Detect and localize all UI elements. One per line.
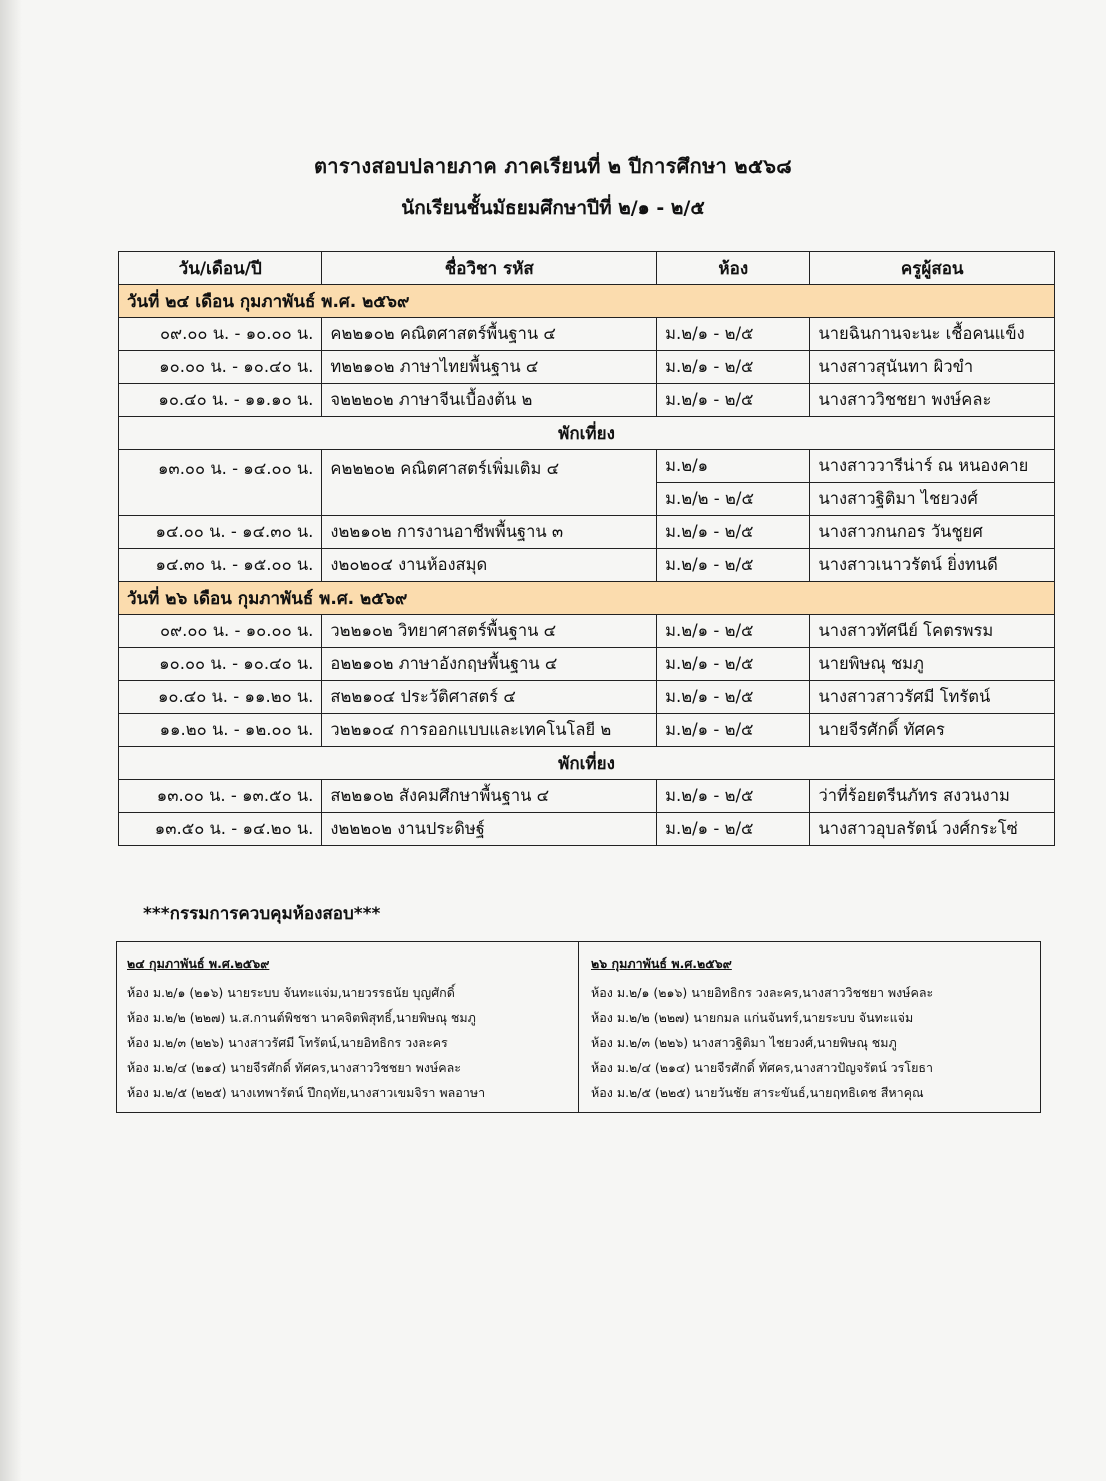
committee-line: ห้อง ม.๒/๓ (๒๒๖) นางสาวฐิติมา ไชยวงศ์,นายพิษณุ ชมภู <box>591 1035 897 1050</box>
cell-subject: ท๒๒๑๐๒ ภาษาไทยพื้นฐาน ๔ <box>322 351 657 384</box>
cell-room: ม.๒/๑ - ๒/๕ <box>657 615 810 648</box>
table-row <box>119 615 1055 648</box>
document-title: ตารางสอบปลายภาค ภาคเรียนที่ ๒ ปีการศึกษา ๒๕๖๘ <box>314 154 792 178</box>
cell-room: ม.๒/๑ - ๒/๕ <box>657 549 810 582</box>
cell-room: ม.๒/๑ - ๒/๕ <box>657 384 810 417</box>
cell-time: ๑๔.๓๐ น. - ๑๕.๐๐ น. <box>119 549 322 582</box>
cell-time: ๑๐.๐๐ น. - ๑๐.๔๐ น. <box>119 648 322 681</box>
table-row <box>119 450 1055 483</box>
cell-teacher: นางสาววารีน่าร์ ณ หนองคาย <box>810 450 1055 483</box>
cell-room: ม.๒/๑ - ๒/๕ <box>657 351 810 384</box>
cell-subject: ค๒๒๒๐๒ คณิตศาสตร์เพิ่มเติม ๔ <box>322 450 657 516</box>
day-row <box>119 582 1055 615</box>
committee-line: ห้อง ม.๒/๔ (๒๑๔) นายจีรศักดิ์ ทัศคร,นางสาวปัญจรัตน์ วรโยธา <box>591 1060 934 1075</box>
cell-room: ม.๒/๑ - ๒/๕ <box>657 648 810 681</box>
committee-line: ห้อง ม.๒/๑ (๒๑๖) นายระบบ จันทะแจ่ม,นายวรรธนัย บุญศักดิ์ <box>127 985 455 1000</box>
cell-subject: ค๒๒๑๐๒ คณิตศาสตร์พื้นฐาน ๔ <box>322 318 657 351</box>
lunch-row <box>119 417 1055 450</box>
table-row <box>119 384 1055 417</box>
header-date: วัน/เดือน/ปี <box>119 252 322 285</box>
lunch-row <box>119 747 1055 780</box>
cell-time: ๑๓.๕๐ น. - ๑๔.๒๐ น. <box>119 813 322 846</box>
table-row <box>119 318 1055 351</box>
cell-subject: ง๒๐๒๐๔ งานห้องสมุด <box>322 549 657 582</box>
committee-line: ห้อง ม.๒/๔ (๒๑๔) นายจีรศักดิ์ ทัศคร,นางสาววิชชยา พงษ์คละ <box>127 1060 461 1075</box>
cell-subject: ง๒๒๒๐๒ งานประดิษฐ์ <box>322 813 657 846</box>
cell-teacher: นางสาวฐิติมา ไชยวงศ์ <box>810 483 1055 516</box>
cell-room: ม.๒/๑ - ๒/๕ <box>657 516 810 549</box>
committee-box <box>116 941 1041 1113</box>
cell-subject: ว๒๒๑๐๒ วิทยาศาสตร์พื้นฐาน ๔ <box>322 615 657 648</box>
committee-title: ***กรรมการควบคุมห้องสอบ*** <box>143 904 381 924</box>
committee-day2-heading: ๒๖ กุมภาพันธ์ พ.ศ.๒๕๖๙ <box>591 956 732 971</box>
lunch-label: พักเที่ยง <box>119 747 1055 780</box>
committee-line: ห้อง ม.๒/๕ (๒๒๕) นายวันชัย สาระขันธ์,นายฤทธิเดช สีหาคุณ <box>591 1085 924 1100</box>
day1-label: วันที่ ๒๔ เดือน กุมภาพันธ์ พ.ศ. ๒๕๖๙ <box>119 285 1055 318</box>
table-row <box>119 549 1055 582</box>
cell-room: ม.๒/๒ - ๒/๕ <box>657 483 810 516</box>
cell-time: ๑๓.๐๐ น. - ๑๓.๕๐ น. <box>119 780 322 813</box>
header-teacher: ครูผู้สอน <box>810 252 1055 285</box>
cell-teacher: นายจีรศักดิ์ ทัศคร <box>810 714 1055 747</box>
day2-label: วันที่ ๒๖ เดือน กุมภาพันธ์ พ.ศ. ๒๕๖๙ <box>119 582 1055 615</box>
cell-time: ๐๙.๐๐ น. - ๑๐.๐๐ น. <box>119 615 322 648</box>
cell-time: ๑๔.๐๐ น. - ๑๔.๓๐ น. <box>119 516 322 549</box>
day-row <box>119 285 1055 318</box>
committee-line: ห้อง ม.๒/๓ (๒๒๖) นางสาวรัศมี โทรัตน์,นายอิทธิกร วงละคร <box>127 1035 448 1050</box>
cell-room: ม.๒/๑ - ๒/๕ <box>657 813 810 846</box>
table-row <box>119 648 1055 681</box>
cell-subject: ง๒๒๑๐๒ การงานอาชีพพื้นฐาน ๓ <box>322 516 657 549</box>
cell-teacher: นายฉินกานจะนะ เชื้อคนแข็ง <box>810 318 1055 351</box>
cell-teacher: นางสาวเนาวรัตน์ ยิ่งทนดี <box>810 549 1055 582</box>
cell-room: ม.๒/๑ - ๒/๕ <box>657 681 810 714</box>
committee-line: ห้อง ม.๒/๒ (๒๒๗) นายกมล แก่นจันทร์,นายระบบ จันทะแจ่ม <box>591 1010 914 1025</box>
cell-teacher: นางสาวสาวรัศมี โทรัตน์ <box>810 681 1055 714</box>
committee-day1-heading: ๒๔ กุมภาพันธ์ พ.ศ.๒๕๖๙ <box>127 956 270 971</box>
document-subtitle: นักเรียนชั้นมัธยมศึกษาปีที่ ๒/๑ - ๒/๕ <box>401 197 705 219</box>
cell-teacher: นายพิษณุ ชมภู <box>810 648 1055 681</box>
committee-line: ห้อง ม.๒/๕ (๒๒๕) นางเทพารัตน์ ปึกฤทัย,นางสาวเขมจิรา พลอาษา <box>127 1085 486 1100</box>
cell-subject: ว๒๒๑๐๔ การออกแบบและเทคโนโลยี ๒ <box>322 714 657 747</box>
cell-time: ๑๐.๐๐ น. - ๑๐.๔๐ น. <box>119 351 322 384</box>
table-row <box>119 714 1055 747</box>
cell-teacher: นางสาวสุนันทา ผิวขำ <box>810 351 1055 384</box>
header-room: ห้อง <box>657 252 810 285</box>
table-header-row <box>119 252 1055 285</box>
exam-schedule-table <box>118 251 1055 846</box>
lunch-label: พักเที่ยง <box>119 417 1055 450</box>
cell-room: ม.๒/๑ - ๒/๕ <box>657 714 810 747</box>
table-row <box>119 351 1055 384</box>
cell-room: ม.๒/๑ - ๒/๕ <box>657 318 810 351</box>
cell-teacher: นางสาววิชชยา พงษ์คละ <box>810 384 1055 417</box>
cell-room: ม.๒/๑ <box>657 450 810 483</box>
cell-teacher: นางสาวทัศนีย์ โคตรพรม <box>810 615 1055 648</box>
cell-subject: ส๒๒๑๐๔ ประวัติศาสตร์ ๔ <box>322 681 657 714</box>
committee-day1 <box>117 942 579 1112</box>
cell-teacher: ว่าที่ร้อยตรีนภัทร สงวนงาม <box>810 780 1055 813</box>
table-row <box>119 516 1055 549</box>
table-row <box>119 813 1055 846</box>
cell-room: ม.๒/๑ - ๒/๕ <box>657 780 810 813</box>
table-row <box>119 681 1055 714</box>
cell-time: ๑๓.๐๐ น. - ๑๔.๐๐ น. <box>119 450 322 516</box>
cell-subject: ส๒๒๑๐๒ สังคมศึกษาพื้นฐาน ๔ <box>322 780 657 813</box>
committee-line: ห้อง ม.๒/๑ (๒๑๖) นายอิทธิกร วงละคร,นางสาววิชชยา พงษ์คละ <box>591 985 934 1000</box>
cell-teacher: นางสาวอุบลรัตน์ วงศ์กระโซ่ <box>810 813 1055 846</box>
cell-teacher: นางสาวกนกอร วันชูยศ <box>810 516 1055 549</box>
cell-time: ๑๐.๔๐ น. - ๑๑.๒๐ น. <box>119 681 322 714</box>
header-subject: ชื่อวิชา รหัส <box>322 252 657 285</box>
cell-subject: อ๒๒๑๐๒ ภาษาอังกฤษพื้นฐาน ๔ <box>322 648 657 681</box>
table-row <box>119 780 1055 813</box>
cell-time: ๑๐.๔๐ น. - ๑๑.๑๐ น. <box>119 384 322 417</box>
cell-subject: จ๒๒๒๐๒ ภาษาจีนเบื้องต้น ๒ <box>322 384 657 417</box>
committee-day2 <box>579 942 1040 1112</box>
cell-time: ๑๑.๒๐ น. - ๑๒.๐๐ น. <box>119 714 322 747</box>
committee-line: ห้อง ม.๒/๒ (๒๒๗) น.ส.กานต์พิชชา นาคจิตพิสุทธิ์,นายพิษณุ ชมภู <box>127 1010 476 1025</box>
cell-time: ๐๙.๐๐ น. - ๑๐.๐๐ น. <box>119 318 322 351</box>
